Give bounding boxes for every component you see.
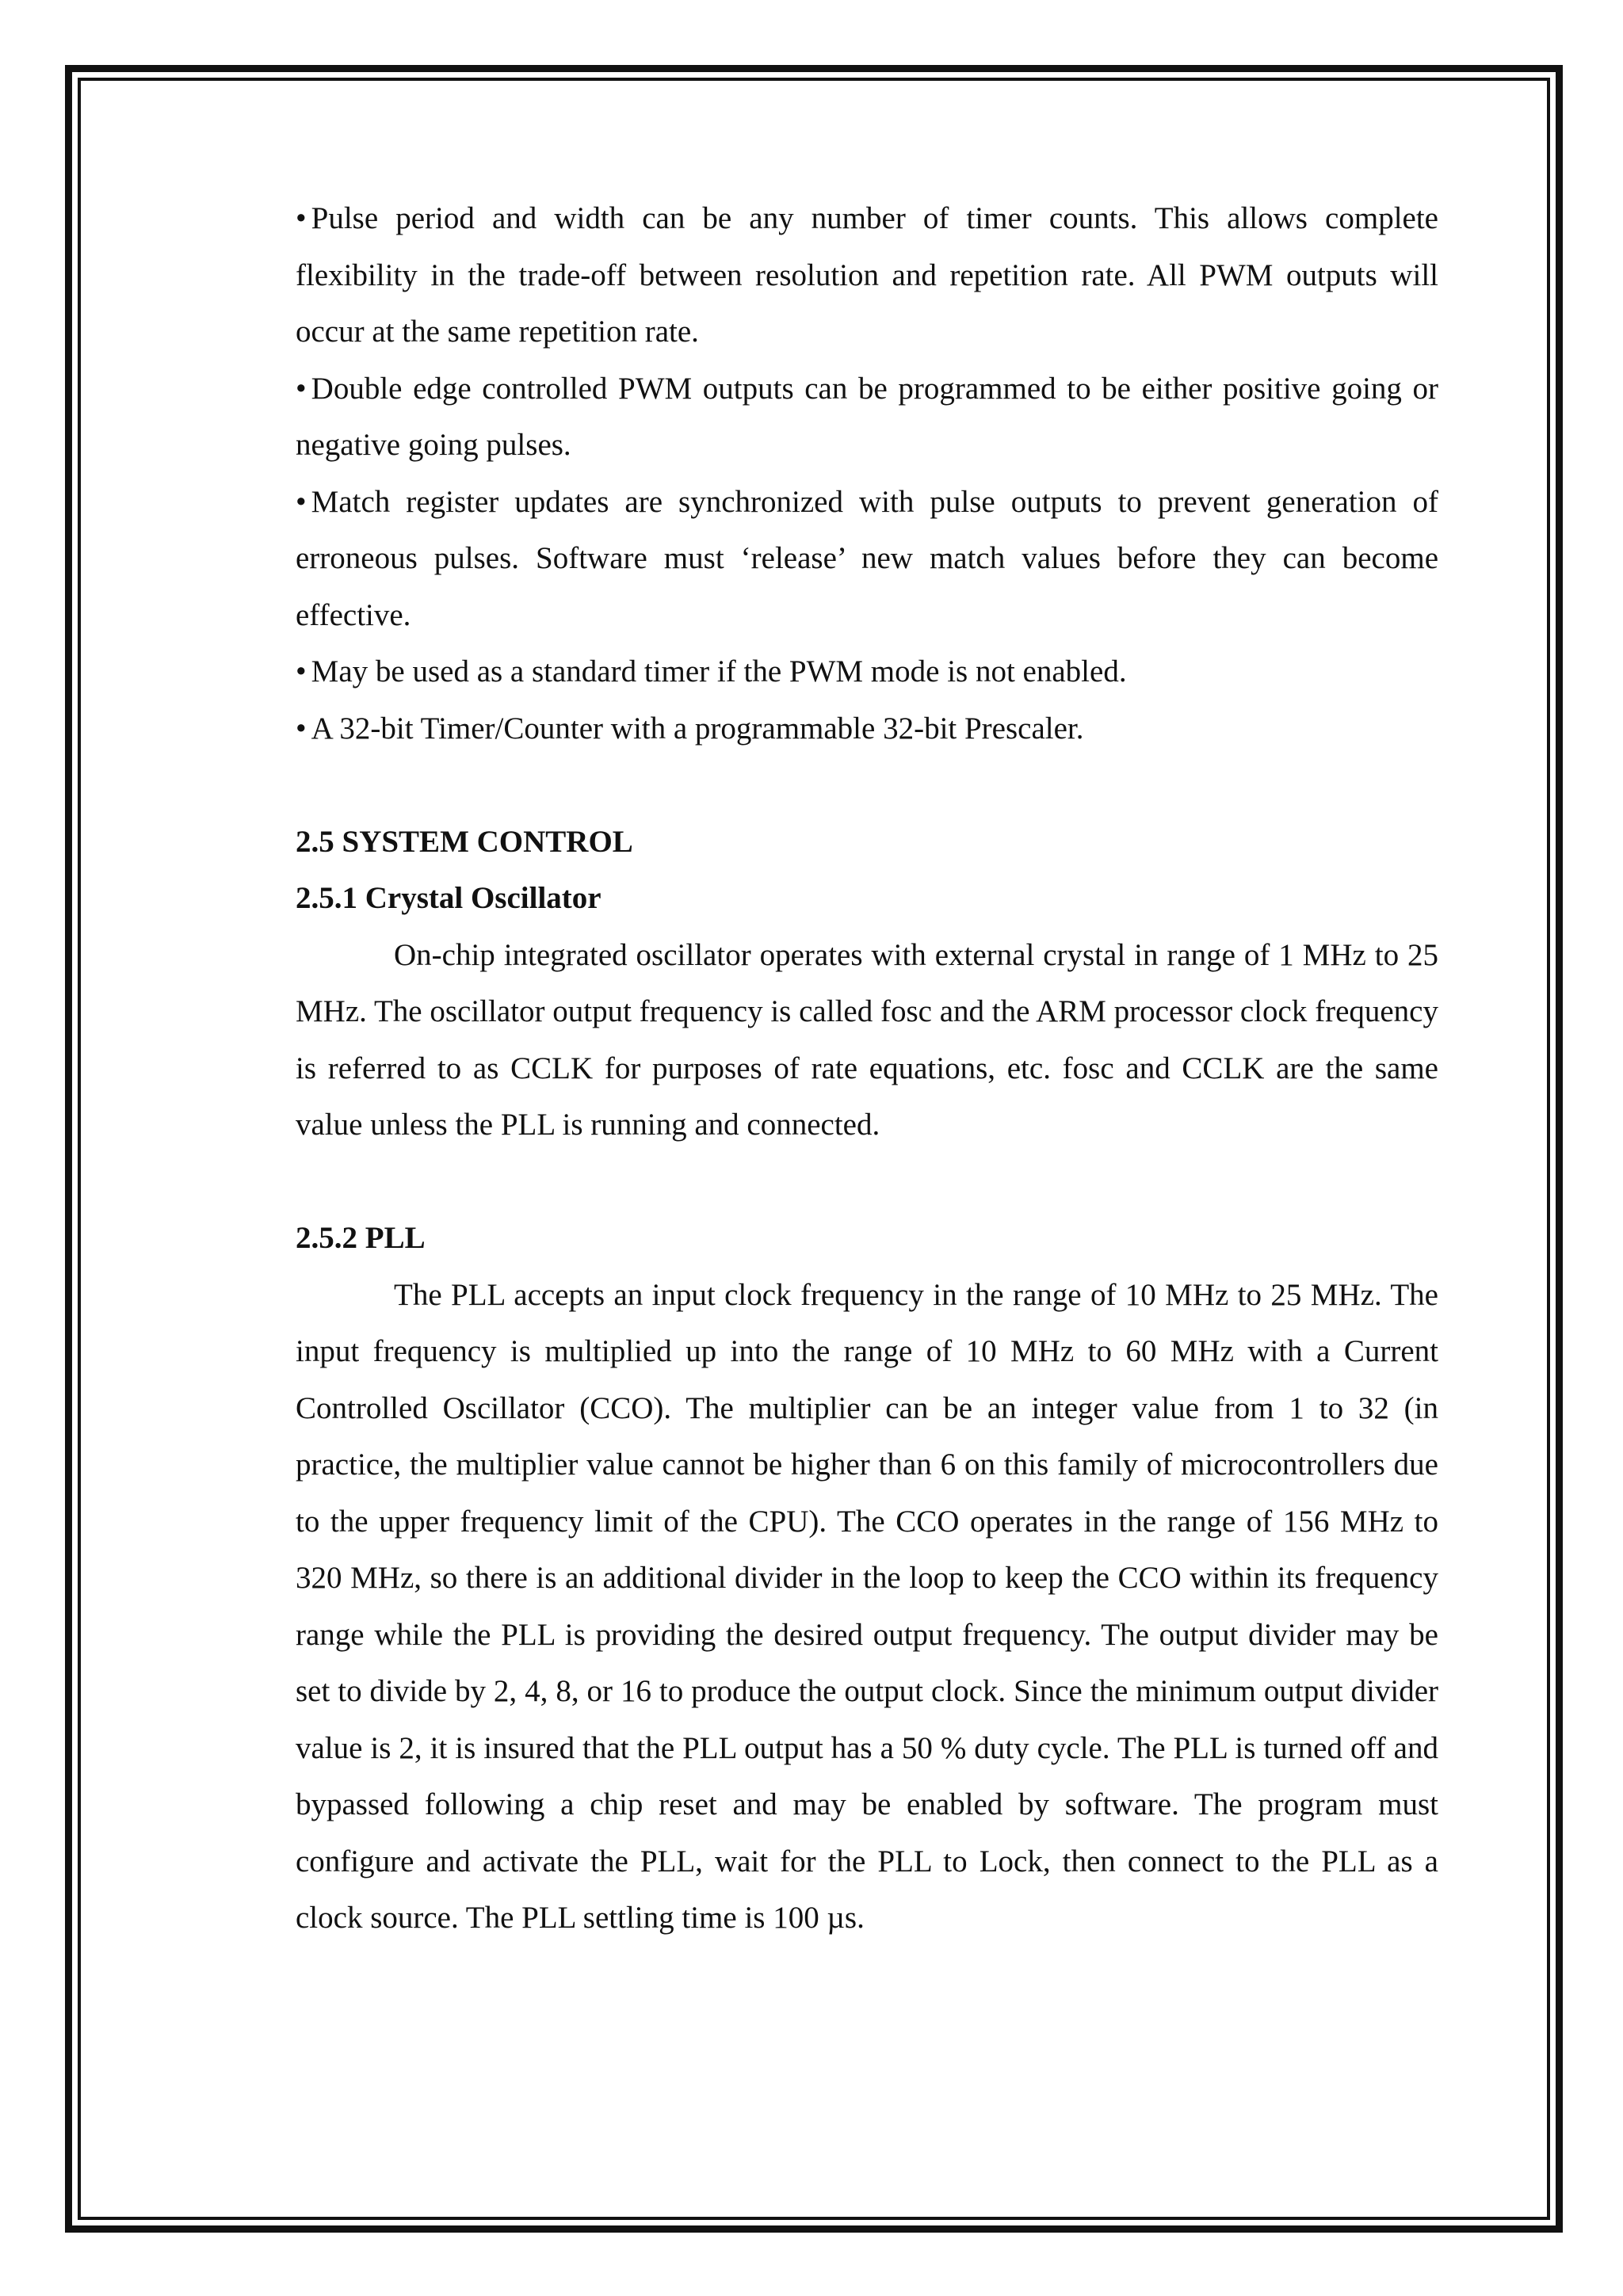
subsection-heading-crystal-oscillator: 2.5.1 Crystal Oscillator — [296, 881, 601, 915]
bullet-item — [296, 474, 1438, 644]
spacer — [296, 757, 1438, 814]
bullet-icon: • — [296, 371, 307, 406]
bullet-text: Pulse period and width can be any number of timer counts. This allows complete flexibility in the trade-off between resolution and repetition rate. All PWM outputs will occur at the same repetition rate. — [296, 201, 1438, 349]
bullet-text: May be used as a standard timer if the PWM mode is not enabled. — [311, 654, 1127, 688]
bullet-icon: • — [296, 711, 307, 746]
spacer — [296, 1154, 1438, 1211]
bullet-item — [296, 360, 1438, 474]
page-content — [296, 190, 1438, 1947]
bullet-item — [296, 190, 1438, 360]
bullet-item — [296, 700, 1438, 757]
bullet-icon: • — [296, 654, 307, 688]
section-heading: 2.5 SYSTEM CONTROL — [296, 824, 633, 859]
subsection-heading-pll: 2.5.2 PLL — [296, 1221, 426, 1255]
pll-paragraph: The PLL accepts an input clock frequency in the range of 10 MHz to 25 MHz. The input frequency is multiplied up into the range of 10 MHz to 60 MHz with a Current Controlled Oscillator (CCO). The multiplier can be an integer value from 1 to 32 (in practice, the multiplier value cannot be higher than 6 on this family of microcontrollers due to the upper frequency limit of the CPU). The CCO operates in the range of 156 MHz to 320 MHz, so there is an additional divider in the loop to keep the CCO within its frequency range while the PLL is providing the desired output frequency. The output divider may be set to divide by 2, 4, 8, or 16 to produce the output clock. Since the minimum output divider value is 2, it is insured that the PLL output has a 50 % duty cycle. The PLL is turned off and bypassed following a chip reset and may be enabled by software. The program must configure and activate the PLL, wait for the PLL to Lock, then connect to the PLL as a clock source. The PLL settling time is 100 µs. — [296, 1277, 1438, 1935]
bullet-icon: • — [296, 201, 307, 235]
bullet-text: Match register updates are synchronized with pulse outputs to prevent generation of erroneous pulses. Software must ‘release’ new match values before they can become effective. — [296, 484, 1438, 632]
bullet-text: Double edge controlled PWM outputs can be programmed to be either positive going or negative going pulses. — [296, 371, 1438, 462]
bullet-item — [296, 643, 1438, 700]
crystal-oscillator-paragraph: On-chip integrated oscillator operates with external crystal in range of 1 MHz to 25 MHz. The oscillator output frequency is called fosc and the ARM processor clock frequency is referred to as CCLK for purposes of rate equations, etc. fosc and CCLK are the same value unless the PLL is running and connected. — [296, 937, 1438, 1142]
bullet-text: A 32-bit Timer/Counter with a programmable 32-bit Prescaler. — [311, 711, 1084, 746]
bullet-icon: • — [296, 484, 307, 519]
